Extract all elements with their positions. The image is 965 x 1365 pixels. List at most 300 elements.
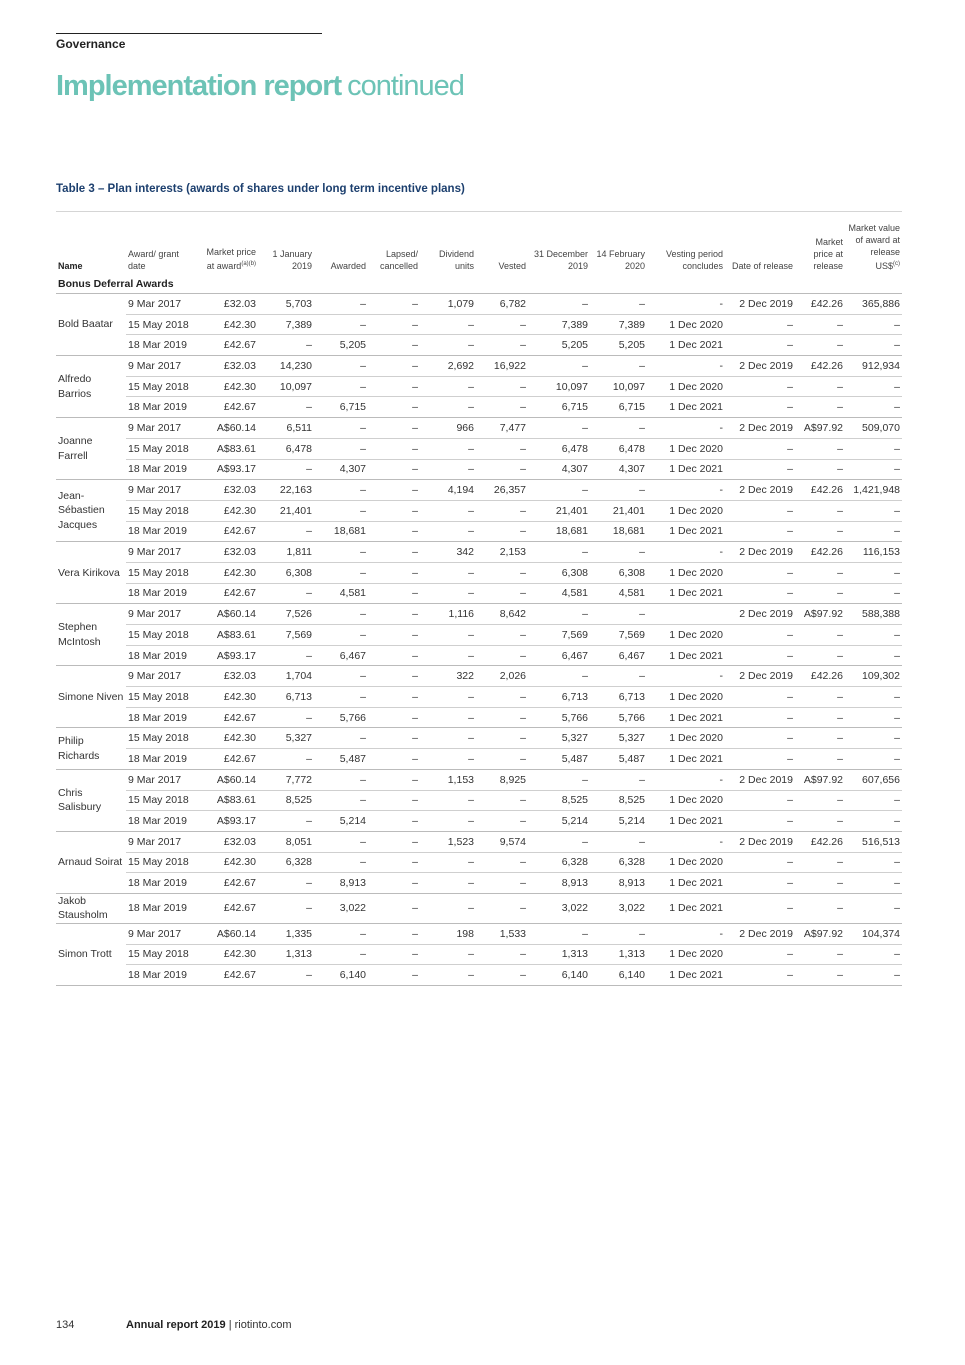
- table-row: [56, 562, 902, 583]
- cell-release-date: –: [725, 645, 795, 666]
- cell-grant-date: 15 May 2018: [126, 625, 196, 646]
- cell-price-at-release: –: [795, 583, 845, 604]
- cell-release-date: –: [725, 583, 795, 604]
- cell-feb14: 21,401: [590, 500, 647, 521]
- cell-feb14: 6,140: [590, 965, 647, 986]
- cell-value-at-release: –: [845, 459, 902, 480]
- cell-dividend: –: [420, 749, 476, 770]
- cell-dividend: –: [420, 397, 476, 418]
- cell-vesting-concludes: 1 Dec 2021: [647, 521, 725, 542]
- cell-vested: –: [476, 811, 528, 832]
- cell-grant-date: 9 Mar 2017: [126, 831, 196, 852]
- cell-price-at-award: A$60.14: [196, 923, 258, 944]
- cell-lapsed: –: [368, 625, 420, 646]
- cell-vesting-concludes: 1 Dec 2020: [647, 376, 725, 397]
- table-row: [56, 356, 902, 377]
- cell-release-date: 2 Dec 2019: [725, 356, 795, 377]
- cell-awarded: –: [314, 790, 368, 811]
- cell-price-at-award: A$60.14: [196, 418, 258, 439]
- col-header-name: Name: [56, 212, 126, 276]
- cell-dec31: 5,327: [528, 728, 590, 749]
- cell-release-date: 2 Dec 2019: [725, 769, 795, 790]
- cell-price-at-release: –: [795, 749, 845, 770]
- cell-jan1: –: [258, 811, 314, 832]
- cell-vesting-concludes: 1 Dec 2020: [647, 687, 725, 708]
- cell-jan1: 8,051: [258, 831, 314, 852]
- cell-lapsed: –: [368, 645, 420, 666]
- cell-feb14: 4,307: [590, 459, 647, 480]
- cell-feb14: –: [590, 480, 647, 501]
- cell-price-at-award: £32.03: [196, 666, 258, 687]
- cell-awarded: 5,766: [314, 707, 368, 728]
- cell-price-at-release: –: [795, 728, 845, 749]
- col-header-value-note: (c): [893, 261, 900, 267]
- person-name: Simon Trott: [56, 923, 126, 985]
- cell-price-at-award: £32.03: [196, 294, 258, 315]
- cell-price-at-award: £42.30: [196, 687, 258, 708]
- cell-release-date: 2 Dec 2019: [725, 666, 795, 687]
- cell-feb14: 6,308: [590, 562, 647, 583]
- cell-value-at-release: –: [845, 811, 902, 832]
- cell-awarded: –: [314, 500, 368, 521]
- table-row: [56, 376, 902, 397]
- cell-price-at-release: –: [795, 965, 845, 986]
- cell-jan1: –: [258, 873, 314, 894]
- cell-awarded: 4,307: [314, 459, 368, 480]
- cell-dividend: 1,079: [420, 294, 476, 315]
- cell-price-at-release: –: [795, 893, 845, 923]
- cell-price-at-award: A$60.14: [196, 769, 258, 790]
- cell-grant-date: 9 Mar 2017: [126, 604, 196, 625]
- cell-feb14: –: [590, 356, 647, 377]
- cell-vesting-concludes: 1 Dec 2020: [647, 500, 725, 521]
- table-row: [56, 707, 902, 728]
- cell-price-at-award: £32.03: [196, 356, 258, 377]
- cell-dec31: 7,569: [528, 625, 590, 646]
- cell-dec31: –: [528, 769, 590, 790]
- cell-lapsed: –: [368, 852, 420, 873]
- cell-jan1: –: [258, 893, 314, 923]
- cell-value-at-release: –: [845, 376, 902, 397]
- cell-release-date: –: [725, 397, 795, 418]
- cell-jan1: 1,704: [258, 666, 314, 687]
- col-header-price-at-award-label: Market price at award: [206, 247, 256, 271]
- cell-release-date: –: [725, 500, 795, 521]
- cell-price-at-release: –: [795, 438, 845, 459]
- cell-awarded: –: [314, 562, 368, 583]
- cell-awarded: 5,205: [314, 335, 368, 356]
- cell-price-at-award: £42.30: [196, 728, 258, 749]
- cell-jan1: –: [258, 583, 314, 604]
- cell-release-date: 2 Dec 2019: [725, 831, 795, 852]
- cell-dividend: 2,692: [420, 356, 476, 377]
- cell-grant-date: 9 Mar 2017: [126, 294, 196, 315]
- cell-feb14: 6,328: [590, 852, 647, 873]
- cell-value-at-release: 116,153: [845, 542, 902, 563]
- cell-lapsed: –: [368, 335, 420, 356]
- cell-value-at-release: 588,388: [845, 604, 902, 625]
- cell-feb14: 4,581: [590, 583, 647, 604]
- cell-lapsed: –: [368, 418, 420, 439]
- cell-dividend: 322: [420, 666, 476, 687]
- cell-release-date: –: [725, 314, 795, 335]
- cell-release-date: –: [725, 873, 795, 894]
- plan-interests-table-container: [56, 211, 900, 986]
- cell-vesting-concludes: 1 Dec 2021: [647, 583, 725, 604]
- cell-feb14: –: [590, 769, 647, 790]
- person-name: Stephen McIntosh: [56, 604, 126, 666]
- cell-vested: –: [476, 728, 528, 749]
- cell-vesting-concludes: -: [647, 769, 725, 790]
- cell-grant-date: 15 May 2018: [126, 314, 196, 335]
- person-name: Alfredo Barrios: [56, 356, 126, 418]
- table-row: [56, 459, 902, 480]
- cell-dec31: 21,401: [528, 500, 590, 521]
- cell-dividend: –: [420, 893, 476, 923]
- cell-grant-date: 15 May 2018: [126, 852, 196, 873]
- table-row: [56, 480, 902, 501]
- cell-vested: 26,357: [476, 480, 528, 501]
- cell-lapsed: –: [368, 294, 420, 315]
- cell-dec31: 1,313: [528, 944, 590, 965]
- cell-price-at-award: £42.30: [196, 562, 258, 583]
- table-row: [56, 728, 902, 749]
- cell-price-at-award: A$93.17: [196, 645, 258, 666]
- col-header-price-at-award: [196, 212, 258, 276]
- cell-value-at-release: 509,070: [845, 418, 902, 439]
- person-name: Arnaud Soirat: [56, 831, 126, 893]
- table-row: [56, 852, 902, 873]
- col-header-dec31: 31 December 2019: [528, 212, 590, 276]
- cell-jan1: 1,335: [258, 923, 314, 944]
- cell-vested: 6,782: [476, 294, 528, 315]
- cell-dividend: –: [420, 790, 476, 811]
- cell-jan1: –: [258, 645, 314, 666]
- cell-jan1: 6,308: [258, 562, 314, 583]
- cell-grant-date: 18 Mar 2019: [126, 583, 196, 604]
- cell-value-at-release: –: [845, 687, 902, 708]
- table-row: [56, 944, 902, 965]
- cell-dec31: 5,766: [528, 707, 590, 728]
- cell-dec31: –: [528, 831, 590, 852]
- cell-release-date: 2 Dec 2019: [725, 294, 795, 315]
- cell-value-at-release: –: [845, 397, 902, 418]
- cell-release-date: 2 Dec 2019: [725, 542, 795, 563]
- cell-dec31: 5,205: [528, 335, 590, 356]
- cell-dec31: 6,328: [528, 852, 590, 873]
- cell-jan1: 5,327: [258, 728, 314, 749]
- cell-grant-date: 15 May 2018: [126, 376, 196, 397]
- cell-lapsed: –: [368, 500, 420, 521]
- cell-release-date: –: [725, 790, 795, 811]
- person-name: Chris Salisbury: [56, 769, 126, 831]
- cell-dec31: 6,715: [528, 397, 590, 418]
- cell-price-at-award: £42.30: [196, 376, 258, 397]
- cell-awarded: 6,467: [314, 645, 368, 666]
- cell-vested: –: [476, 790, 528, 811]
- cell-value-at-release: –: [845, 562, 902, 583]
- cell-awarded: –: [314, 728, 368, 749]
- cell-price-at-release: –: [795, 790, 845, 811]
- cell-vesting-concludes: 1 Dec 2020: [647, 944, 725, 965]
- cell-vesting-concludes: -: [647, 418, 725, 439]
- cell-awarded: –: [314, 666, 368, 687]
- cell-dec31: –: [528, 356, 590, 377]
- cell-feb14: –: [590, 294, 647, 315]
- section-label: Governance: [56, 37, 126, 51]
- cell-jan1: 1,811: [258, 542, 314, 563]
- cell-dec31: 6,308: [528, 562, 590, 583]
- cell-value-at-release: –: [845, 625, 902, 646]
- cell-vesting-concludes: 1 Dec 2021: [647, 645, 725, 666]
- header-rule: [56, 33, 322, 34]
- cell-vested: –: [476, 687, 528, 708]
- cell-vesting-concludes: 1 Dec 2021: [647, 893, 725, 923]
- page-title-continued: continued: [347, 70, 464, 102]
- cell-vesting-concludes: -: [647, 356, 725, 377]
- cell-dec31: –: [528, 418, 590, 439]
- cell-feb14: 5,205: [590, 335, 647, 356]
- cell-release-date: –: [725, 438, 795, 459]
- table-row: [56, 294, 902, 315]
- cell-price-at-release: £42.26: [795, 666, 845, 687]
- cell-price-at-release: –: [795, 335, 845, 356]
- cell-value-at-release: –: [845, 707, 902, 728]
- cell-price-at-release: A$97.92: [795, 418, 845, 439]
- cell-awarded: –: [314, 480, 368, 501]
- cell-jan1: –: [258, 965, 314, 986]
- cell-jan1: 6,511: [258, 418, 314, 439]
- cell-price-at-award: £42.67: [196, 749, 258, 770]
- cell-vesting-concludes: 1 Dec 2021: [647, 873, 725, 894]
- cell-vesting-concludes: 1 Dec 2020: [647, 790, 725, 811]
- cell-awarded: 4,581: [314, 583, 368, 604]
- cell-lapsed: –: [368, 811, 420, 832]
- table-header-row: [56, 212, 902, 276]
- cell-feb14: 8,525: [590, 790, 647, 811]
- cell-vesting-concludes: 1 Dec 2020: [647, 314, 725, 335]
- cell-dec31: –: [528, 666, 590, 687]
- cell-feb14: 18,681: [590, 521, 647, 542]
- cell-release-date: –: [725, 335, 795, 356]
- cell-value-at-release: 912,934: [845, 356, 902, 377]
- table-row: [56, 831, 902, 852]
- cell-grant-date: 18 Mar 2019: [126, 749, 196, 770]
- cell-awarded: –: [314, 687, 368, 708]
- cell-lapsed: –: [368, 542, 420, 563]
- cell-release-date: –: [725, 687, 795, 708]
- cell-price-at-release: A$97.92: [795, 604, 845, 625]
- cell-vested: –: [476, 893, 528, 923]
- cell-feb14: 8,913: [590, 873, 647, 894]
- cell-value-at-release: –: [845, 500, 902, 521]
- cell-vested: –: [476, 459, 528, 480]
- person-name: Simone Niven: [56, 666, 126, 728]
- cell-value-at-release: 516,513: [845, 831, 902, 852]
- cell-value-at-release: –: [845, 438, 902, 459]
- cell-value-at-release: 607,656: [845, 769, 902, 790]
- cell-vesting-concludes: 1 Dec 2020: [647, 438, 725, 459]
- cell-dec31: 3,022: [528, 893, 590, 923]
- cell-price-at-release: £42.26: [795, 294, 845, 315]
- cell-price-at-release: –: [795, 645, 845, 666]
- cell-vested: –: [476, 645, 528, 666]
- cell-lapsed: –: [368, 314, 420, 335]
- cell-price-at-release: –: [795, 625, 845, 646]
- cell-vesting-concludes: [647, 604, 725, 625]
- cell-vested: –: [476, 397, 528, 418]
- cell-price-at-release: –: [795, 562, 845, 583]
- cell-feb14: 5,327: [590, 728, 647, 749]
- cell-value-at-release: –: [845, 944, 902, 965]
- cell-value-at-release: 109,302: [845, 666, 902, 687]
- cell-feb14: 5,214: [590, 811, 647, 832]
- table-row: [56, 749, 902, 770]
- table-row: [56, 604, 902, 625]
- cell-vested: –: [476, 376, 528, 397]
- cell-price-at-award: £42.67: [196, 893, 258, 923]
- cell-dec31: 4,581: [528, 583, 590, 604]
- cell-feb14: 6,713: [590, 687, 647, 708]
- cell-awarded: –: [314, 923, 368, 944]
- person-name: Jakob Stausholm: [56, 893, 126, 923]
- cell-jan1: 7,772: [258, 769, 314, 790]
- cell-price-at-release: –: [795, 687, 845, 708]
- cell-dec31: 6,713: [528, 687, 590, 708]
- cell-dec31: –: [528, 923, 590, 944]
- cell-price-at-release: £42.26: [795, 831, 845, 852]
- cell-awarded: –: [314, 418, 368, 439]
- person-name: Vera Kirikova: [56, 542, 126, 604]
- cell-awarded: –: [314, 769, 368, 790]
- cell-lapsed: –: [368, 707, 420, 728]
- cell-price-at-award: £32.03: [196, 480, 258, 501]
- cell-lapsed: –: [368, 790, 420, 811]
- cell-dec31: 5,487: [528, 749, 590, 770]
- cell-grant-date: 15 May 2018: [126, 944, 196, 965]
- cell-dec31: 6,140: [528, 965, 590, 986]
- cell-dividend: –: [420, 852, 476, 873]
- cell-price-at-release: £42.26: [795, 480, 845, 501]
- cell-value-at-release: 365,886: [845, 294, 902, 315]
- cell-dividend: –: [420, 873, 476, 894]
- cell-jan1: 21,401: [258, 500, 314, 521]
- cell-dividend: –: [420, 944, 476, 965]
- cell-grant-date: 18 Mar 2019: [126, 811, 196, 832]
- page-title: [56, 70, 464, 103]
- cell-price-at-release: –: [795, 707, 845, 728]
- cell-awarded: 6,140: [314, 965, 368, 986]
- cell-price-at-award: A$83.61: [196, 438, 258, 459]
- cell-vested: –: [476, 562, 528, 583]
- cell-feb14: 6,715: [590, 397, 647, 418]
- cell-release-date: –: [725, 728, 795, 749]
- person-name: Jean-Sébastien Jacques: [56, 480, 126, 542]
- cell-awarded: 6,715: [314, 397, 368, 418]
- cell-release-date: –: [725, 944, 795, 965]
- cell-vesting-concludes: 1 Dec 2021: [647, 459, 725, 480]
- table-row: [56, 645, 902, 666]
- cell-awarded: 5,487: [314, 749, 368, 770]
- cell-lapsed: –: [368, 749, 420, 770]
- cell-price-at-release: £42.26: [795, 542, 845, 563]
- cell-price-at-award: £42.67: [196, 873, 258, 894]
- cell-grant-date: 15 May 2018: [126, 687, 196, 708]
- cell-price-at-award: A$83.61: [196, 790, 258, 811]
- cell-value-at-release: –: [845, 645, 902, 666]
- cell-awarded: 18,681: [314, 521, 368, 542]
- cell-price-at-award: £42.30: [196, 852, 258, 873]
- cell-grant-date: 9 Mar 2017: [126, 480, 196, 501]
- cell-vested: 16,922: [476, 356, 528, 377]
- table-row: [56, 873, 902, 894]
- table-row: [56, 438, 902, 459]
- cell-release-date: –: [725, 376, 795, 397]
- page-footer: [56, 1319, 291, 1331]
- table-row: [56, 687, 902, 708]
- cell-awarded: –: [314, 852, 368, 873]
- cell-dividend: –: [420, 728, 476, 749]
- cell-lapsed: –: [368, 944, 420, 965]
- cell-dividend: –: [420, 562, 476, 583]
- cell-dec31: 18,681: [528, 521, 590, 542]
- cell-vesting-concludes: -: [647, 294, 725, 315]
- cell-dividend: 4,194: [420, 480, 476, 501]
- cell-release-date: –: [725, 811, 795, 832]
- cell-feb14: –: [590, 923, 647, 944]
- cell-feb14: 6,467: [590, 645, 647, 666]
- cell-vested: –: [476, 625, 528, 646]
- cell-jan1: –: [258, 521, 314, 542]
- cell-jan1: 6,713: [258, 687, 314, 708]
- cell-vested: –: [476, 944, 528, 965]
- cell-lapsed: –: [368, 438, 420, 459]
- cell-grant-date: 18 Mar 2019: [126, 459, 196, 480]
- cell-value-at-release: 1,421,948: [845, 480, 902, 501]
- table-row: [56, 583, 902, 604]
- cell-price-at-award: £42.67: [196, 707, 258, 728]
- cell-release-date: 2 Dec 2019: [725, 418, 795, 439]
- cell-lapsed: –: [368, 893, 420, 923]
- cell-value-at-release: –: [845, 335, 902, 356]
- cell-jan1: 6,478: [258, 438, 314, 459]
- cell-vesting-concludes: 1 Dec 2021: [647, 397, 725, 418]
- cell-price-at-release: –: [795, 397, 845, 418]
- cell-vested: 2,026: [476, 666, 528, 687]
- cell-vesting-concludes: -: [647, 480, 725, 501]
- cell-dividend: 1,116: [420, 604, 476, 625]
- cell-value-at-release: –: [845, 728, 902, 749]
- cell-grant-date: 9 Mar 2017: [126, 666, 196, 687]
- table-row: [56, 521, 902, 542]
- cell-vesting-concludes: -: [647, 831, 725, 852]
- cell-jan1: –: [258, 749, 314, 770]
- cell-dec31: 6,478: [528, 438, 590, 459]
- cell-dec31: –: [528, 542, 590, 563]
- person-name: Joanne Farrell: [56, 418, 126, 480]
- cell-dividend: –: [420, 376, 476, 397]
- col-header-jan1: 1 January 2019: [258, 212, 314, 276]
- cell-vested: 9,574: [476, 831, 528, 852]
- cell-feb14: 10,097: [590, 376, 647, 397]
- cell-vested: –: [476, 873, 528, 894]
- cell-value-at-release: –: [845, 521, 902, 542]
- cell-value-at-release: –: [845, 314, 902, 335]
- cell-price-at-release: –: [795, 852, 845, 873]
- col-header-release-date: Date of release: [725, 212, 795, 276]
- cell-lapsed: –: [368, 583, 420, 604]
- cell-release-date: –: [725, 562, 795, 583]
